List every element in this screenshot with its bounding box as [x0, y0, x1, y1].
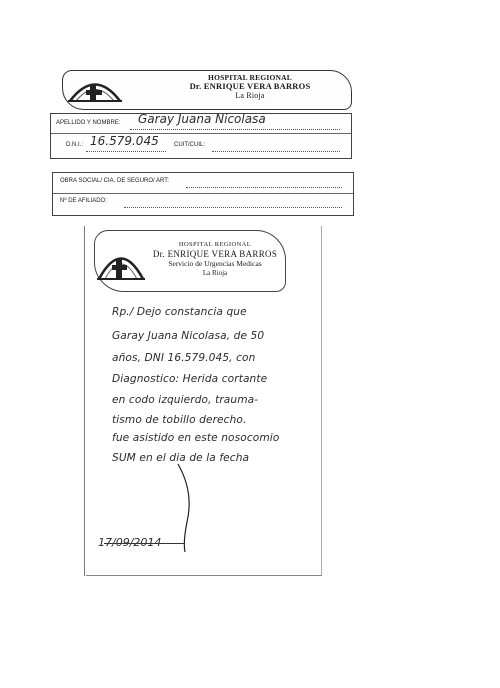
hospital-title: [160, 73, 340, 100]
slip-title: [140, 240, 290, 278]
slip-service-name: Servicio de Urgencias Medicas: [168, 259, 262, 268]
slip-hospital-name: HOSPITAL REGIONAL: [178, 241, 252, 248]
hospital-logo-icon: [66, 74, 124, 104]
hospital-name: HOSPITAL REGIONAL: [208, 73, 292, 82]
hospital-city: La Rioja: [235, 91, 265, 100]
prescription-line: SUM en el dia de la fecha: [112, 452, 250, 464]
prescription-line: fue asistido en este nosocomio: [112, 432, 280, 444]
date-underline: [104, 543, 184, 544]
prescription-line: en codo izquierdo, trauma-: [112, 394, 259, 406]
prescription-line: Diagnostico: Herida cortante: [112, 373, 268, 385]
prescription-line: tismo de tobillo derecho.: [112, 414, 247, 426]
dni-label: D.N.I.:: [66, 142, 84, 148]
slip-director-name: Dr. ENRIQUE VERA BARROS: [152, 248, 278, 259]
afiliado-label: Nº DE AFILIADO:: [60, 198, 107, 204]
hospital-director-name: Dr. ENRIQUE VERA BARROS: [189, 81, 311, 91]
signature-stroke: [170, 462, 200, 554]
prescription-line: Garay Juana Nicolasa, de 50: [112, 330, 265, 342]
cuit-underline: [212, 145, 340, 152]
dni-value: 16.579.045: [90, 134, 159, 148]
patient-name-value: Garay Juana Nicolasa: [138, 112, 266, 126]
prescription-date: 17/09/2014: [98, 536, 162, 549]
prescription-line: Rp./ Dejo constancia que: [112, 306, 247, 318]
afiliado-underline: [124, 201, 342, 208]
slip-bottom-edge: [86, 575, 322, 576]
obra-social-underline: [186, 181, 342, 188]
obra-social-label: OBRA SOCIAL/ CIA. DE SEGURO/ ART:: [60, 178, 169, 184]
prescription-line: años, DNI 16.579.045, con: [112, 352, 256, 364]
slip-city: La Rioja: [202, 268, 228, 277]
slip-hospital-logo-icon: [96, 246, 146, 282]
name-label: APELLIDO Y NOMBRE:: [56, 120, 121, 126]
cuit-label: CUIT/CUIL:: [174, 142, 206, 148]
